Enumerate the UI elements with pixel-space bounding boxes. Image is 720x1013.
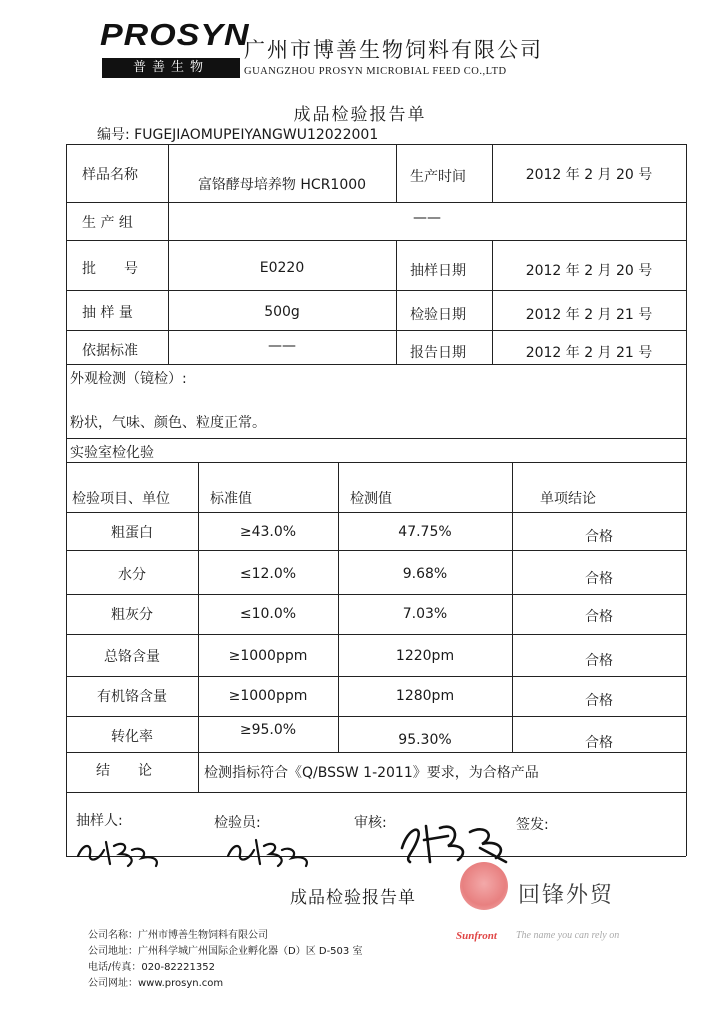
production-group-label: 生 产 组 — [82, 215, 133, 231]
row-line — [66, 290, 686, 291]
production-group-value: —— — [413, 210, 441, 226]
footer-website: 公司网址：www.prosyn.com — [88, 978, 224, 989]
reviewer-signature — [396, 818, 516, 868]
footer-company-name: 公司名称：广州市博善生物饲料有限公司 — [88, 930, 268, 941]
table-border-left — [66, 144, 67, 856]
row-line — [66, 512, 686, 513]
appearance-label: 外观检测（镜检）: — [70, 371, 187, 387]
footer-address: 公司地址：广州科学城广州国际企业孵化器（D）区 D-503 室 — [88, 946, 363, 957]
footer-title: 成品检验报告单 — [290, 888, 416, 908]
sampling-date-value: 2012 年 2 月 20 号 — [525, 263, 653, 279]
row-line — [66, 634, 686, 635]
lab-row-conclusion: 合格 — [585, 653, 613, 669]
reviewer-label: 审核: — [354, 815, 387, 831]
sample-name-label: 样品名称 — [82, 167, 138, 183]
col-line — [198, 462, 199, 792]
lab-row-measured: 95.30% — [398, 732, 452, 748]
watermark-brand: Sunfront — [456, 930, 497, 942]
conclusion-label: 结 论 — [96, 763, 152, 779]
lab-row-measured: 1280pm — [395, 688, 455, 704]
logo-subbar: 普善生物 — [102, 58, 240, 78]
row-line — [66, 716, 686, 717]
lab-row-conclusion: 合格 — [585, 693, 613, 709]
document-number: 编号: FUGEJIAOMUPEIYANGWU12022001 — [97, 127, 379, 143]
lab-row-measured: 7.03% — [402, 606, 448, 622]
lab-header-conclusion: 单项结论 — [540, 491, 596, 507]
batch-label: 批 号 — [82, 261, 138, 277]
lab-row-measured: 9.68% — [402, 566, 448, 582]
company-name-en: GUANGZHOU PROSYN MICROBIAL FEED CO.,LTD — [244, 66, 507, 77]
appearance-result: 粉状，气味、颜色、粒度正常。 — [70, 415, 266, 431]
lab-header-measured: 检测值 — [350, 491, 392, 507]
lab-row-item: 有机铬含量 — [97, 689, 167, 705]
lab-row-standard: ≤10.0% — [239, 606, 297, 622]
row-line — [66, 438, 686, 439]
lab-row-conclusion: 合格 — [585, 529, 613, 545]
sample-name-value: 富铬酵母培养物 HCR1000 — [197, 177, 367, 193]
lab-row-standard: ≥1000ppm — [228, 648, 308, 664]
sample-quantity-value: 500g — [264, 304, 300, 320]
row-line — [66, 202, 686, 203]
lab-row-item: 粗蛋白 — [111, 525, 153, 541]
lab-row-measured: 47.75% — [398, 524, 452, 540]
test-date-value: 2012 年 2 月 21 号 — [525, 307, 653, 323]
report-date-label: 报告日期 — [410, 345, 466, 361]
sample-quantity-label: 抽 样 量 — [82, 305, 133, 321]
lab-row-conclusion: 合格 — [585, 571, 613, 587]
production-date-value: 2012 年 2 月 20 号 — [525, 167, 653, 183]
company-name-cn: 广州市博善生物饲料有限公司 — [244, 38, 543, 62]
report-date-value: 2012 年 2 月 21 号 — [525, 345, 653, 361]
approver-label: 签发: — [516, 817, 549, 833]
lab-row-standard: ≤12.0% — [239, 566, 297, 582]
lab-row-standard: ≥95.0% — [239, 722, 297, 738]
row-line — [66, 330, 686, 331]
standard-value: —— — [268, 338, 296, 354]
batch-value: E0220 — [259, 260, 305, 276]
document-title: 成品检验报告单 — [293, 105, 427, 125]
test-date-label: 检验日期 — [410, 307, 466, 323]
footer-phone: 电话/传真：020-82221352 — [88, 962, 215, 973]
col-line — [396, 240, 397, 364]
watermark-stamp: 回锋外贸 — [518, 883, 615, 908]
lab-header-item: 检验项目、单位 — [72, 491, 170, 507]
row-line — [66, 550, 686, 551]
table-border-top — [66, 144, 686, 145]
lab-row-item: 总铬含量 — [104, 649, 160, 665]
lab-row-item: 粗灰分 — [111, 607, 153, 623]
row-line — [66, 462, 686, 463]
row-line — [66, 364, 686, 365]
watermark-tagline: The name you can rely on — [516, 930, 620, 941]
table-border-right — [686, 144, 687, 856]
row-line — [66, 240, 686, 241]
sampler-signature — [70, 832, 170, 872]
conclusion-text: 检测指标符合《Q/BSSW 1-2011》要求，为合格产品 — [204, 765, 539, 781]
lab-row-conclusion: 合格 — [585, 609, 613, 625]
lab-row-item: 水分 — [118, 567, 146, 583]
row-line — [66, 594, 686, 595]
row-line — [66, 752, 686, 753]
company-logo: PROSYN — [100, 18, 250, 53]
lab-row-item: 转化率 — [111, 729, 153, 745]
inspector-signature — [220, 832, 320, 872]
sampler-label: 抽样人: — [76, 813, 123, 829]
lab-section-label: 实验室检化验 — [70, 445, 154, 461]
row-line — [66, 676, 686, 677]
lab-row-measured: 1220pm — [395, 648, 455, 664]
sampling-date-label: 抽样日期 — [410, 263, 466, 279]
inspector-label: 检验员: — [214, 815, 261, 831]
lab-row-standard: ≥1000ppm — [228, 688, 308, 704]
production-date-label: 生产时间 — [410, 169, 466, 185]
row-line — [66, 792, 686, 793]
sunfront-logo-icon — [460, 862, 508, 910]
lab-row-standard: ≥43.0% — [239, 524, 297, 540]
standard-label: 依据标准 — [82, 343, 138, 359]
lab-row-conclusion: 合格 — [585, 735, 613, 751]
col-line — [396, 144, 397, 202]
lab-header-standard: 标准值 — [210, 491, 252, 507]
